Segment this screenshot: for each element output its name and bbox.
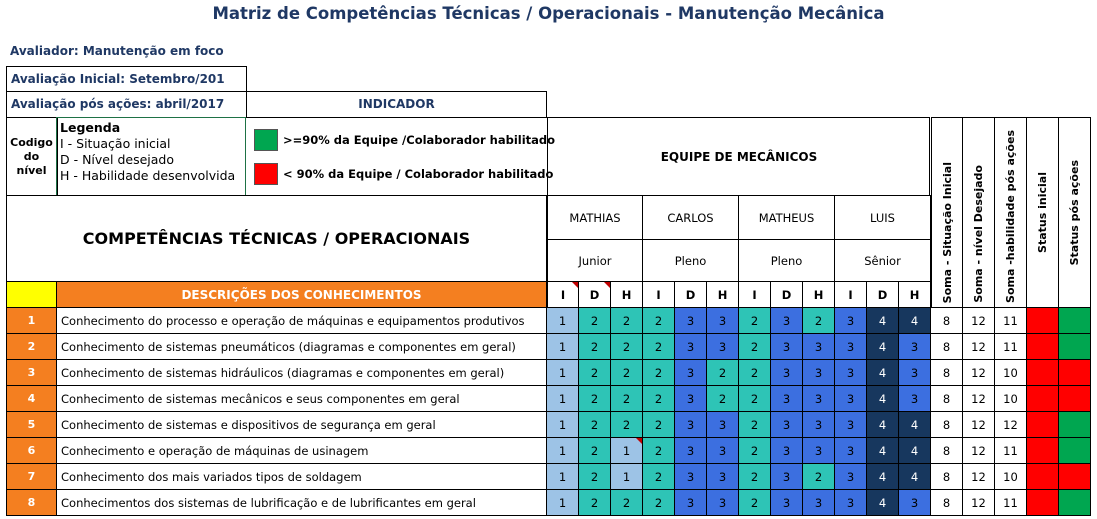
avaliador-label: Avaliador: Manutenção em foco bbox=[10, 44, 224, 58]
score-cell: 2 bbox=[739, 438, 771, 464]
score-cell: 1 bbox=[547, 386, 579, 412]
mechanic-name: MATHIAS bbox=[547, 195, 643, 240]
score-cell: 4 bbox=[867, 308, 899, 334]
score-cell: 2 bbox=[611, 360, 643, 386]
score-cell: 3 bbox=[835, 360, 867, 386]
score-cell: 2 bbox=[579, 438, 611, 464]
sub-header-h: H bbox=[611, 282, 643, 308]
row-number: 4 bbox=[6, 386, 57, 412]
sub-header-d: D bbox=[579, 282, 611, 308]
sum-cell: 8 bbox=[931, 308, 963, 334]
status-cell-red bbox=[1059, 360, 1091, 386]
score-cell: 2 bbox=[643, 464, 675, 490]
score-cell: 3 bbox=[803, 490, 835, 516]
score-cell: 3 bbox=[803, 334, 835, 360]
score-cell: 3 bbox=[771, 438, 803, 464]
mechanic-level: Junior bbox=[547, 240, 643, 282]
sub-header-h: H bbox=[899, 282, 931, 308]
score-cell: 4 bbox=[867, 386, 899, 412]
status-cell-red bbox=[1027, 386, 1059, 412]
score-cell: 2 bbox=[611, 490, 643, 516]
status-cell-green bbox=[1059, 412, 1091, 438]
legend-box bbox=[56, 117, 246, 197]
score-cell: 2 bbox=[739, 360, 771, 386]
score-cell: 2 bbox=[579, 490, 611, 516]
score-cell: 4 bbox=[867, 438, 899, 464]
score-cell: 3 bbox=[707, 490, 739, 516]
sum-cell: 12 bbox=[963, 386, 995, 412]
score-cell: 3 bbox=[803, 360, 835, 386]
score-cell: 3 bbox=[835, 412, 867, 438]
sum-cell: 12 bbox=[963, 360, 995, 386]
score-cell: 1 bbox=[547, 438, 579, 464]
indicador-box bbox=[246, 91, 547, 118]
score-cell: 2 bbox=[739, 412, 771, 438]
score-cell: 3 bbox=[771, 464, 803, 490]
row-description: Conhecimento de sistemas mecânicos e seus componentes em geral bbox=[57, 386, 547, 412]
sum-cell: 10 bbox=[995, 464, 1027, 490]
sum-cell: 8 bbox=[931, 360, 963, 386]
status-cell-red bbox=[1027, 308, 1059, 334]
mechanic-name: MATHEUS bbox=[739, 195, 835, 240]
row-number: 2 bbox=[6, 334, 57, 360]
sum-cell: 11 bbox=[995, 334, 1027, 360]
score-cell: 3 bbox=[803, 386, 835, 412]
score-cell: 3 bbox=[707, 334, 739, 360]
score-cell: 2 bbox=[579, 386, 611, 412]
page-title: Matriz de Competências Técnicas / Operacionais - Manutenção Mecânica bbox=[212, 4, 885, 23]
legend-item-i: I - Situação inicial bbox=[60, 136, 171, 151]
mechanic-level: Pleno bbox=[739, 240, 835, 282]
mechanic-level: Pleno bbox=[643, 240, 739, 282]
score-cell: 3 bbox=[771, 334, 803, 360]
row-description: Conhecimento de sistemas e dispositivos de segurança em geral bbox=[57, 412, 547, 438]
score-cell: 3 bbox=[835, 490, 867, 516]
sum-cell: 8 bbox=[931, 438, 963, 464]
sum-cell: 11 bbox=[995, 438, 1027, 464]
status-cell-red bbox=[1059, 386, 1091, 412]
sub-header-i: I bbox=[643, 282, 675, 308]
score-cell: 3 bbox=[899, 490, 931, 516]
row-number: 1 bbox=[6, 308, 57, 334]
sum-cell: 12 bbox=[963, 412, 995, 438]
sum-header-label: Soma - nível Desejado bbox=[972, 165, 985, 303]
score-cell: 2 bbox=[739, 334, 771, 360]
score-cell: 3 bbox=[835, 438, 867, 464]
sum-cell: 8 bbox=[931, 386, 963, 412]
status-cell-red bbox=[1027, 334, 1059, 360]
row-number: 3 bbox=[6, 360, 57, 386]
score-cell: 2 bbox=[611, 386, 643, 412]
score-cell: 3 bbox=[707, 412, 739, 438]
score-cell: 4 bbox=[867, 360, 899, 386]
row-description: Conhecimento de sistemas hidráulicos (diagramas e componentes em geral) bbox=[57, 360, 547, 386]
score-cell: 3 bbox=[835, 386, 867, 412]
codigo-label: Codigo do nível bbox=[6, 117, 58, 196]
score-cell: 3 bbox=[803, 438, 835, 464]
sum-cell: 12 bbox=[963, 464, 995, 490]
score-cell: 4 bbox=[867, 464, 899, 490]
row-description: Conhecimento do processo e operação de máquinas e equipamentos produtivos bbox=[57, 308, 547, 334]
status-cell-green bbox=[1059, 334, 1091, 360]
score-cell: 3 bbox=[675, 360, 707, 386]
sum-cell: 12 bbox=[963, 334, 995, 360]
sum-header bbox=[963, 117, 995, 308]
score-cell: 2 bbox=[643, 490, 675, 516]
status-cell-green bbox=[1059, 308, 1091, 334]
status-cell-red bbox=[1027, 438, 1059, 464]
score-cell: 2 bbox=[707, 386, 739, 412]
sub-header-h: H bbox=[803, 282, 835, 308]
score-cell: 3 bbox=[707, 308, 739, 334]
score-cell: 2 bbox=[579, 412, 611, 438]
avaliacao-pos-label: Avaliação pós ações: abril/2017 bbox=[11, 97, 225, 111]
sum-cell: 8 bbox=[931, 334, 963, 360]
comment-indicator-icon bbox=[572, 282, 578, 288]
score-cell: 3 bbox=[675, 334, 707, 360]
sum-cell: 12 bbox=[963, 490, 995, 516]
score-cell: 3 bbox=[835, 334, 867, 360]
score-cell: 2 bbox=[611, 308, 643, 334]
sub-header-i: I bbox=[547, 282, 579, 308]
score-cell: 2 bbox=[579, 360, 611, 386]
score-cell: 2 bbox=[643, 412, 675, 438]
score-cell: 2 bbox=[643, 438, 675, 464]
score-cell: 3 bbox=[675, 412, 707, 438]
score-cell: 3 bbox=[899, 386, 931, 412]
red-indicator-label: < 90% da Equipe / Colaborador habilitado bbox=[283, 167, 554, 181]
score-cell: 2 bbox=[611, 412, 643, 438]
score-cell: 1 bbox=[547, 490, 579, 516]
row-description: Conhecimento dos mais variados tipos de soldagem bbox=[57, 464, 547, 490]
status-header bbox=[1027, 117, 1059, 308]
score-cell: 3 bbox=[675, 490, 707, 516]
sum-cell: 11 bbox=[995, 490, 1027, 516]
sum-cell: 12 bbox=[963, 438, 995, 464]
mechanic-level: Sênior bbox=[835, 240, 931, 282]
score-cell: 2 bbox=[803, 308, 835, 334]
mechanic-name: LUIS bbox=[835, 195, 931, 240]
red-indicator-swatch bbox=[254, 163, 278, 185]
score-cell: 3 bbox=[675, 386, 707, 412]
score-cell: 3 bbox=[675, 464, 707, 490]
comment-indicator-icon bbox=[636, 438, 642, 444]
score-cell: 2 bbox=[739, 308, 771, 334]
score-cell: 2 bbox=[707, 360, 739, 386]
mechanic-name: CARLOS bbox=[643, 195, 739, 240]
score-cell: 2 bbox=[643, 308, 675, 334]
score-cell: 2 bbox=[579, 334, 611, 360]
descricoes-header: DESCRIÇÕES DOS CONHECIMENTOS bbox=[56, 281, 547, 308]
sum-cell: 12 bbox=[995, 412, 1027, 438]
score-cell: 4 bbox=[867, 334, 899, 360]
status-cell-red bbox=[1027, 360, 1059, 386]
score-cell: 3 bbox=[899, 360, 931, 386]
status-cell-red bbox=[1059, 464, 1091, 490]
score-cell: 2 bbox=[739, 464, 771, 490]
score-cell: 4 bbox=[899, 412, 931, 438]
score-cell: 1 bbox=[611, 464, 643, 490]
sum-cell: 8 bbox=[931, 490, 963, 516]
score-cell: 1 bbox=[547, 464, 579, 490]
status-header-label: Status pós ações bbox=[1068, 159, 1081, 266]
score-cell: 1 bbox=[611, 438, 643, 464]
avaliacao-pos-box bbox=[6, 91, 247, 118]
sum-header-label: Soma - Situação Inicial bbox=[940, 161, 954, 303]
avaliacao-inicial-label: Avaliação Inicial: Setembro/201 bbox=[11, 72, 225, 86]
sum-cell: 11 bbox=[995, 308, 1027, 334]
row-number: 7 bbox=[6, 464, 57, 490]
score-cell: 2 bbox=[803, 464, 835, 490]
sum-cell: 10 bbox=[995, 386, 1027, 412]
score-cell: 2 bbox=[643, 386, 675, 412]
competencias-box bbox=[6, 195, 547, 282]
comment-indicator-icon bbox=[604, 282, 610, 288]
score-cell: 1 bbox=[547, 412, 579, 438]
status-cell-red bbox=[1027, 490, 1059, 516]
competencias-label: COMPETÊNCIAS TÉCNICAS / OPERACIONAIS bbox=[82, 229, 471, 248]
score-cell: 2 bbox=[739, 386, 771, 412]
sum-cell: 12 bbox=[963, 308, 995, 334]
yellow-header-cell bbox=[6, 281, 57, 308]
legend-item-d: D - Nível desejado bbox=[60, 152, 174, 167]
sum-header bbox=[931, 117, 963, 308]
status-cell-red bbox=[1027, 464, 1059, 490]
score-cell: 1 bbox=[547, 334, 579, 360]
sum-header-label: Soma -habilidade pós ações bbox=[1004, 130, 1017, 303]
score-cell: 4 bbox=[899, 438, 931, 464]
green-indicator-swatch bbox=[254, 129, 278, 151]
sub-header-i: I bbox=[835, 282, 867, 308]
status-cell-green bbox=[1059, 438, 1091, 464]
score-cell: 3 bbox=[771, 412, 803, 438]
sum-cell: 8 bbox=[931, 464, 963, 490]
sum-header bbox=[995, 117, 1027, 308]
score-cell: 4 bbox=[867, 412, 899, 438]
score-cell: 3 bbox=[771, 386, 803, 412]
status-cell-green bbox=[1059, 490, 1091, 516]
status-header-label: Status inicial bbox=[1036, 172, 1049, 253]
score-cell: 2 bbox=[579, 464, 611, 490]
row-description: Conhecimentos dos sistemas de lubrificação e de lubrificantes em geral bbox=[57, 490, 547, 516]
row-description: Conhecimento de sistemas pneumáticos (diagramas e componentes em geral) bbox=[57, 334, 547, 360]
score-cell: 3 bbox=[899, 334, 931, 360]
score-cell: 3 bbox=[771, 360, 803, 386]
legend-item-h: H - Habilidade desenvolvida bbox=[60, 168, 236, 183]
status-header bbox=[1059, 117, 1091, 308]
score-cell: 1 bbox=[547, 308, 579, 334]
score-cell: 2 bbox=[611, 334, 643, 360]
score-cell: 3 bbox=[835, 308, 867, 334]
row-number: 6 bbox=[6, 438, 57, 464]
equipe-label: EQUIPE DE MECÂNICOS bbox=[547, 117, 930, 196]
sum-cell: 8 bbox=[931, 412, 963, 438]
score-cell: 3 bbox=[835, 464, 867, 490]
score-cell: 2 bbox=[643, 334, 675, 360]
score-cell: 2 bbox=[579, 308, 611, 334]
indicador-label: INDICADOR bbox=[358, 97, 435, 111]
score-cell: 3 bbox=[707, 438, 739, 464]
score-cell: 3 bbox=[707, 464, 739, 490]
score-cell: 4 bbox=[899, 464, 931, 490]
score-cell: 3 bbox=[771, 308, 803, 334]
score-cell: 3 bbox=[771, 490, 803, 516]
green-indicator-label: >=90% da Equipe /Colaborador habilitado bbox=[283, 133, 556, 147]
row-number: 5 bbox=[6, 412, 57, 438]
sub-header-h: H bbox=[707, 282, 739, 308]
score-cell: 4 bbox=[867, 490, 899, 516]
score-cell: 3 bbox=[675, 308, 707, 334]
row-number: 8 bbox=[6, 490, 57, 516]
score-cell: 3 bbox=[803, 412, 835, 438]
sub-header-d: D bbox=[675, 282, 707, 308]
row-description: Conhecimento e operação de máquinas de usinagem bbox=[57, 438, 547, 464]
score-cell: 3 bbox=[675, 438, 707, 464]
status-cell-red bbox=[1027, 412, 1059, 438]
sub-header-d: D bbox=[771, 282, 803, 308]
score-cell: 2 bbox=[643, 360, 675, 386]
sub-header-d: D bbox=[867, 282, 899, 308]
sum-cell: 10 bbox=[995, 360, 1027, 386]
score-cell: 4 bbox=[899, 308, 931, 334]
sub-header-i: I bbox=[739, 282, 771, 308]
avaliacao-inicial-box bbox=[6, 66, 247, 92]
legend-title: Legenda bbox=[60, 120, 121, 135]
score-cell: 1 bbox=[547, 360, 579, 386]
score-cell: 2 bbox=[739, 490, 771, 516]
